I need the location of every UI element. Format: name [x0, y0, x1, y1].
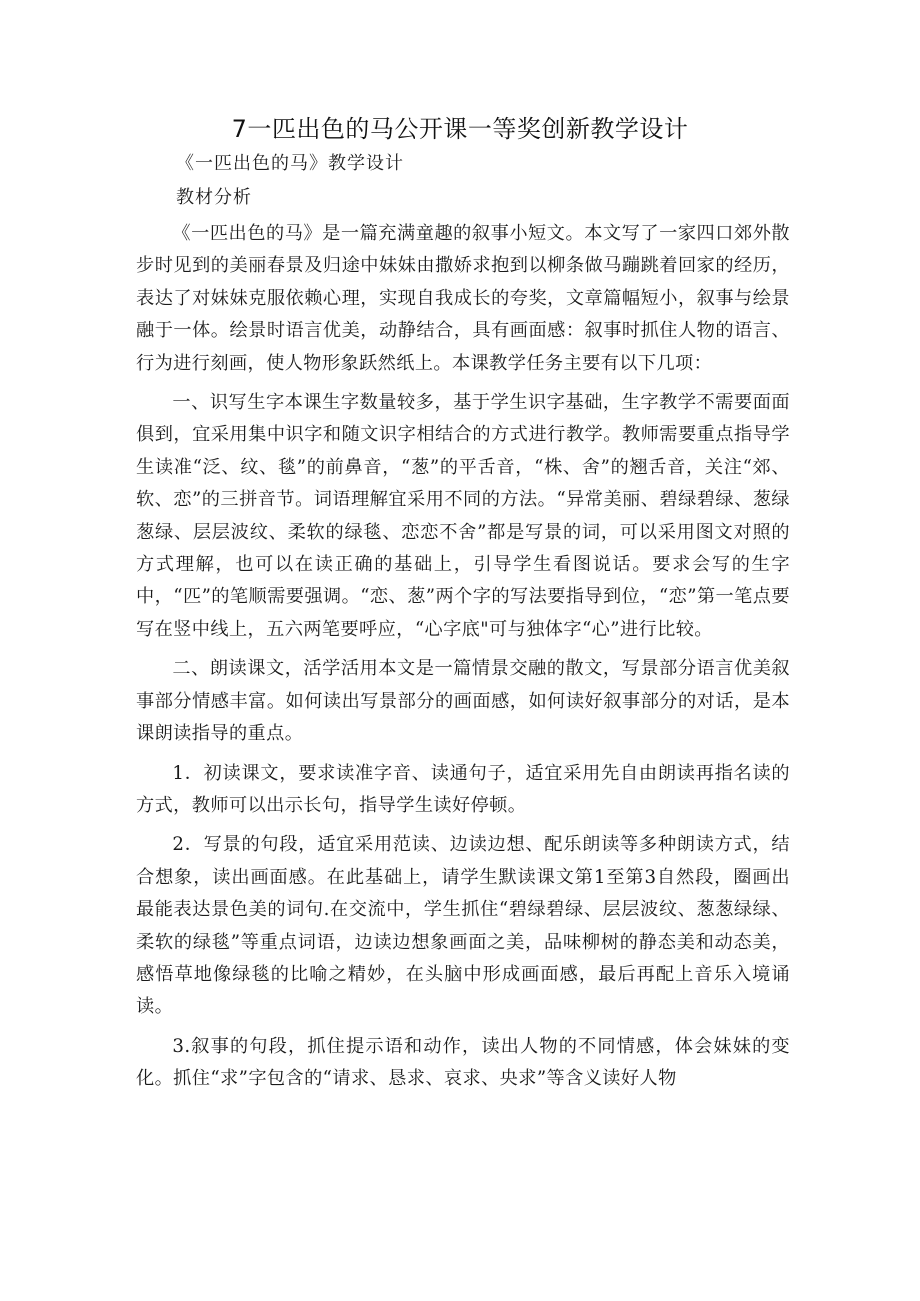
paragraph-intro: 《一匹出色的马》是一篇充满童趣的叙事小短文。本文写了一家四口郊外散步时见到的美丽春景及归途中妹妹由撒娇求抱到以柳条做马蹦跳着回家的经历，表达了对妹妹克服依赖心理，实现自我成长的夸奖，文章篇幅短小，叙事与绘景融于一体。绘景时语言优美，动静结合，具有画面感：叙事时抓住人物的语言、行为进行刻画，使人物形象跃然纸上。本课教学任务主要有以下几项： — [136, 223, 790, 374]
document-body — [136, 218, 790, 1096]
document-title: 7一匹出色的马公开课一等奖创新教学设计 — [231, 115, 689, 143]
section-heading: 教材分析 — [176, 187, 252, 208]
paragraph-reading: 二、朗读课文，活学活用本文是一篇情景交融的散文，写景部分语言优美叙事部分情感丰富。如何读出写景部分的画面感，如何读好叙事部分的对话，是本课朗读指导的重点。 — [136, 658, 790, 745]
paragraph-item-2: 2．写景的句段，适宜采用范读、边读边想、配乐朗读等多种朗读方式，结合想象，读出画面感。在此基础上，请学生默读课文第1至第3自然段，圈画出最能表达景色美的词句.在交流中，学生抓住“碧绿碧绿、层层波纹、葱葱绿绿、柔软的绿毯”等重点词语，边读边想象画面之美，品味柳树的静态美和动态美，感悟草地像绿毯的比喻之精妙，在头脑中形成画面感，最后再配上音乐入境诵读。 — [136, 834, 790, 1018]
paragraph-item-1: 1．初读课文，要求读准字音、读通句子，适宜采用先自由朗读再指名读的方式，教师可以出示长句，指导学生读好停顿。 — [136, 762, 790, 816]
paragraph-item-3: 3.叙事的句段，抓住提示语和动作，读出人物的不同情感，体会妹妹的变化。抓住“求”字包含的“请求、恳求、哀求、央求”等含义读好人物 — [136, 1035, 790, 1090]
paragraph-literacy: 一、识写生字本课生字数量较多，基于学生识字基础，生字教学不需要面面俱到，宜采用集中识字和随文识字相结合的方式进行教学。教师需要重点指导学生读准“泛、纹、毯”的前鼻音，“葱”的平舌音，“株、舍”的翘舌音，关注“郊、软、恋”的三拼音节。词语理解宜采用不同的方法。“异常美丽、碧绿碧绿、葱绿葱绿、层层波纹、柔软的绿毯、恋恋不舍”都是写景的词，可以采用图文对照的方式理解，也可以在读正确的基础上，引导学生看图说话。要求会写的生字中，“匹”的笔顺需要强调。“恋、葱”两个字的写法要指导到位，“恋”第一笔点要写在竖中线上，五六两笔要呼应，“心字底"可与独体字“心”进行比较。 — [136, 392, 790, 640]
document-subtitle: 《一匹出色的马》教学设计 — [176, 153, 404, 174]
